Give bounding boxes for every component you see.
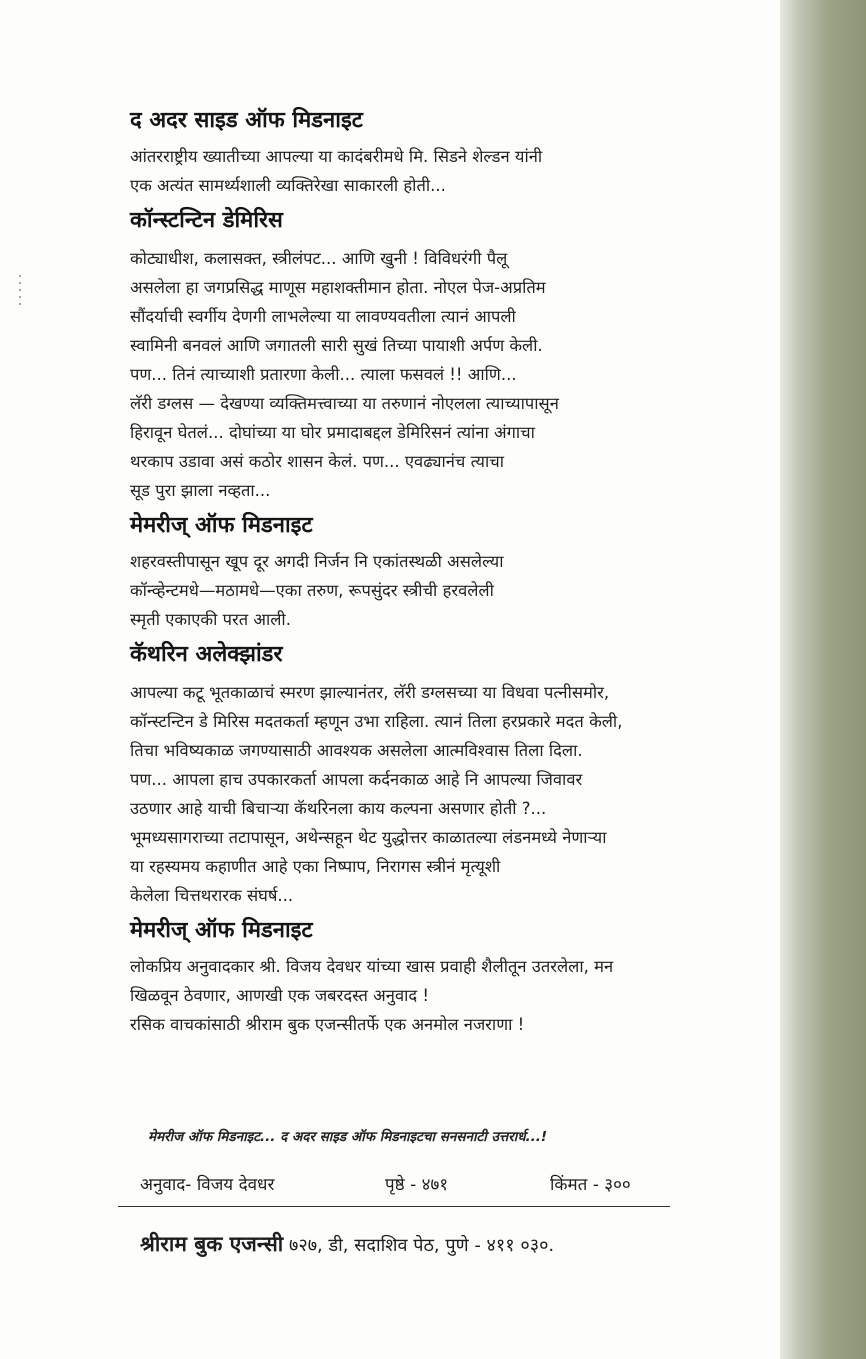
text-line: स्वामिनी बनवलं आणि जगातली सारी सुखं तिच्या पायाशी अर्पण केली. — [130, 336, 543, 355]
section-heading: मेमरीज् ऑफ मिडनाइट — [130, 918, 313, 943]
text-line: कोट्याधीश, कलासक्त, स्त्रीलंपट... आणि खुनी ! विविधरंगी पैलू — [130, 249, 508, 268]
text-line: या रहस्यमय कहाणीत आहे एका निष्पाप, निरागस स्त्रीनं मृत्यूशी — [130, 857, 501, 876]
text-line: लोकप्रिय अनुवादकार श्री. विजय देवधर यांच्या खास प्रवाही शैलीतून उतरलेला, मन — [130, 957, 614, 976]
price-label: किंमत - ३०० — [550, 1175, 631, 1195]
text-line: एक अत्यंत सामर्थ्यशाली व्यक्तिरेखा साकारली होती... — [130, 176, 446, 195]
section-heading: मेमरीज् ऑफ मिडनाइट — [130, 513, 313, 538]
text-line: खिळवून ठेवणार, आणखी एक जबरदस्त अनुवाद ! — [130, 986, 430, 1005]
book-spine-edge — [780, 0, 866, 1359]
text-line: लॅरी डग्लस — देखण्या व्यक्तिमत्त्वाच्या या तरुणानं नोएलला त्याच्यापासून — [130, 394, 559, 413]
text-line: शहरवस्तीपासून खूप दूर अगदी निर्जन नि एकांतस्थळी असलेल्या — [130, 552, 504, 571]
divider-line — [118, 1206, 670, 1207]
blurb-content — [130, 108, 690, 1039]
publisher-footer — [140, 1230, 554, 1258]
book-info-row — [140, 1172, 660, 1198]
text-line: हिरावून घेतलं... दोघांच्या या घोर प्रमादाबद्दल डेमिरिसनं त्यांना अंगाचा — [130, 423, 535, 442]
translator-label: अनुवाद- विजय देवधर — [140, 1175, 275, 1195]
text-line: पण... आपला हाच उपकारकर्ता आपला कर्दनकाळ आहे नि आपल्या जिवावर — [130, 770, 583, 789]
tagline: मेमरीज ऑफ मिडनाइट... द अदर साइड ऑफ मिडनाइटचा सनसनाटी उत्तरार्ध...! — [148, 1129, 548, 1145]
text-line: असलेला हा जगप्रसिद्ध माणूस महाशक्तीमान होता. नोएल पेज-अप्रतिम — [130, 278, 546, 297]
publisher-name: श्रीराम बुक एजन्सी — [140, 1232, 284, 1256]
text-line: केलेला चित्तथरारक संघर्ष... — [130, 886, 294, 905]
page-count: पृष्ठे - ४७१ — [385, 1175, 449, 1195]
text-line: उठणार आहे याची बिचाऱ्या कॅथरिनला काय कल्पना असणार होती ?... — [130, 799, 547, 818]
text-line: कॉन्व्हेन्टमधे—मठामधे—एका तरुण, रूपसुंदर स्त्रीची हरवलेली — [130, 581, 494, 600]
text-line: कॉन्स्टन्टिन डे मिरिस मदतकर्ता म्हणून उभा राहिला. त्यानं तिला हरप्रकारे मदत केली, — [130, 712, 623, 731]
text-line: भूमध्यसागराच्या तटापासून, अथेन्सहून थेट युद्धोत्तर काळातल्या लंडनमध्ये नेणाऱ्या — [130, 828, 607, 847]
text-line: सूड पुरा झाला नव्हता... — [130, 481, 271, 500]
text-line: रसिक वाचकांसाठी श्रीराम बुक एजन्सीतर्फे एक अनमोल नजराणा ! — [130, 1015, 525, 1034]
text-line: स्मृती एकाएकी परत आली. — [130, 610, 291, 629]
margin-marks — [16, 270, 24, 310]
text-line: सौंदर्याची स्वर्गीय देणगी लाभलेल्या या लावण्यवतीला त्यानं आपली — [130, 307, 516, 326]
section-heading: कॉन्स्टन्टिन डेमिरिस — [130, 208, 283, 233]
text-line: पण... तिनं त्याच्याशी प्रतारणा केली... त्याला फसवलं !! आणि... — [130, 365, 517, 384]
publisher-address: ७२७, डी, सदाशिव पेठ, पुणे - ४११ ०३०. — [288, 1235, 555, 1256]
section-heading: कॅथरिन अलेक्झांडर — [130, 642, 283, 667]
text-line: आपल्या कटू भूतकाळाचं स्मरण झाल्यानंतर, लॅरी डग्लसच्या या विधवा पत्नीसमोर, — [130, 683, 610, 702]
text-line: तिचा भविष्यकाळ जगण्यासाठी आवश्यक असलेला आत्मविश्वास तिला दिला. — [130, 741, 583, 760]
text-line: आंतरराष्ट्रीय ख्यातीच्या आपल्या या कादंबरीमधे मि. सिडने शेल्डन यांनी — [130, 147, 543, 166]
text-line: थरकाप उडावा असं कठोर शासन केलं. पण... एवढ्यानंच त्याचा — [130, 452, 505, 471]
section-heading: द अदर साइड ऑफ मिडनाइट — [130, 108, 363, 133]
